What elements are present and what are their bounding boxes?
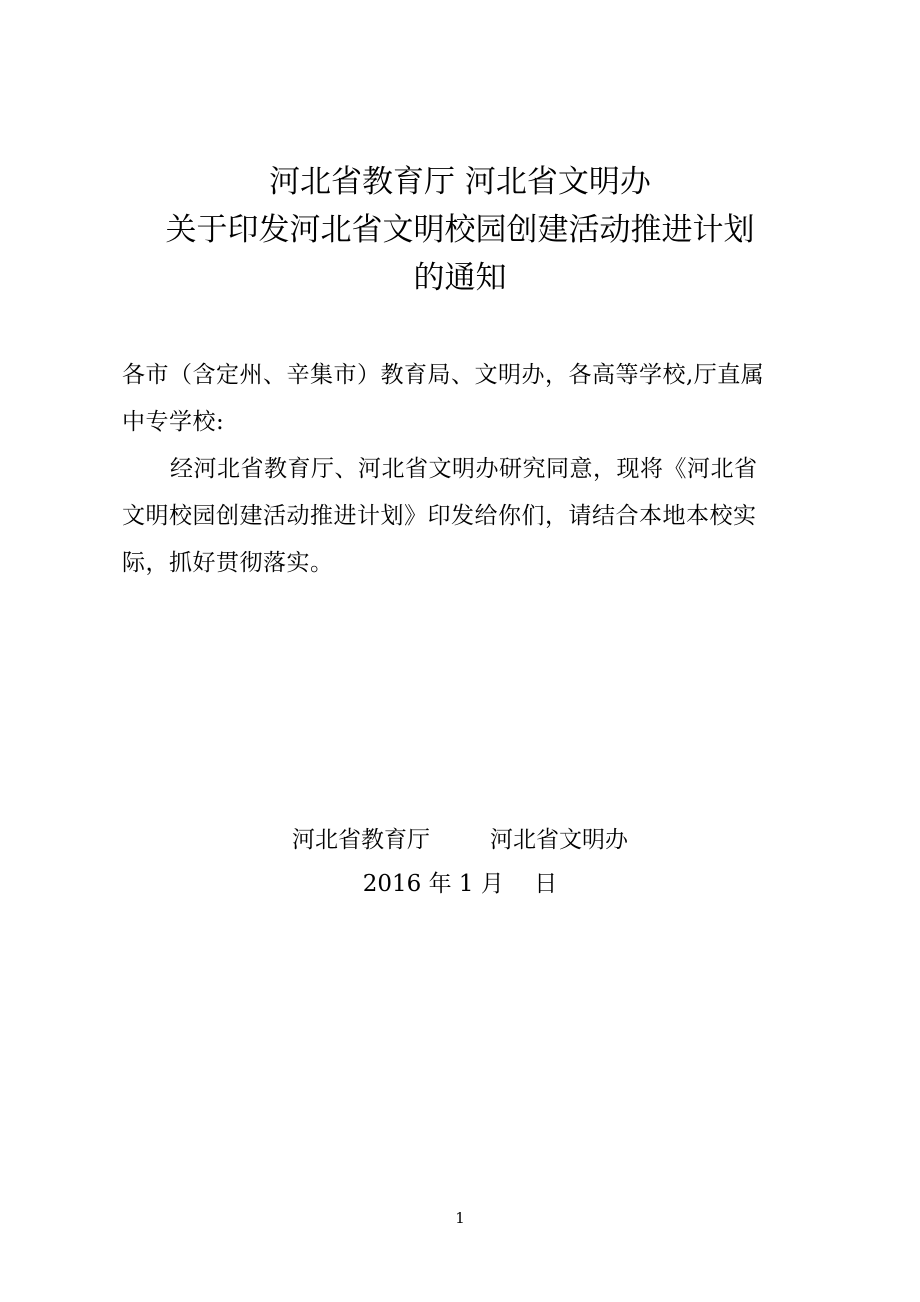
page-number: 1: [455, 1209, 465, 1227]
body-paragraph: [122, 446, 802, 587]
issuer-education-dept: 河北省教育厅: [292, 827, 430, 853]
issue-date: 2016 年 1 月 日: [362, 871, 558, 897]
title-line-3: 的通知: [413, 260, 507, 296]
addressee-line-2: 中专学校:: [122, 409, 225, 435]
issuers: [0, 818, 920, 862]
body-line-2: 文明校园创建活动推进计划》印发给你们，请结合本地本校实: [122, 503, 757, 529]
document-title: [110, 158, 810, 302]
title-line-1: 河北省教育厅 河北省文明办: [269, 164, 651, 200]
issuer-civilization-office: 河北省文明办: [490, 827, 628, 853]
title-line-2: 关于印发河北省文明校园创建活动推进计划: [165, 212, 755, 248]
body-line-1: 经河北省教育厅、河北省文明办研究同意，现将《河北省: [170, 456, 758, 482]
signature-block: [0, 818, 920, 906]
addressee-line-1: 各市（含定州、辛集市）教育局、文明办，各高等学校,厅直属: [122, 362, 765, 388]
addressee: [122, 352, 802, 446]
body-line-3: 际，抓好贯彻落实。: [122, 550, 334, 576]
